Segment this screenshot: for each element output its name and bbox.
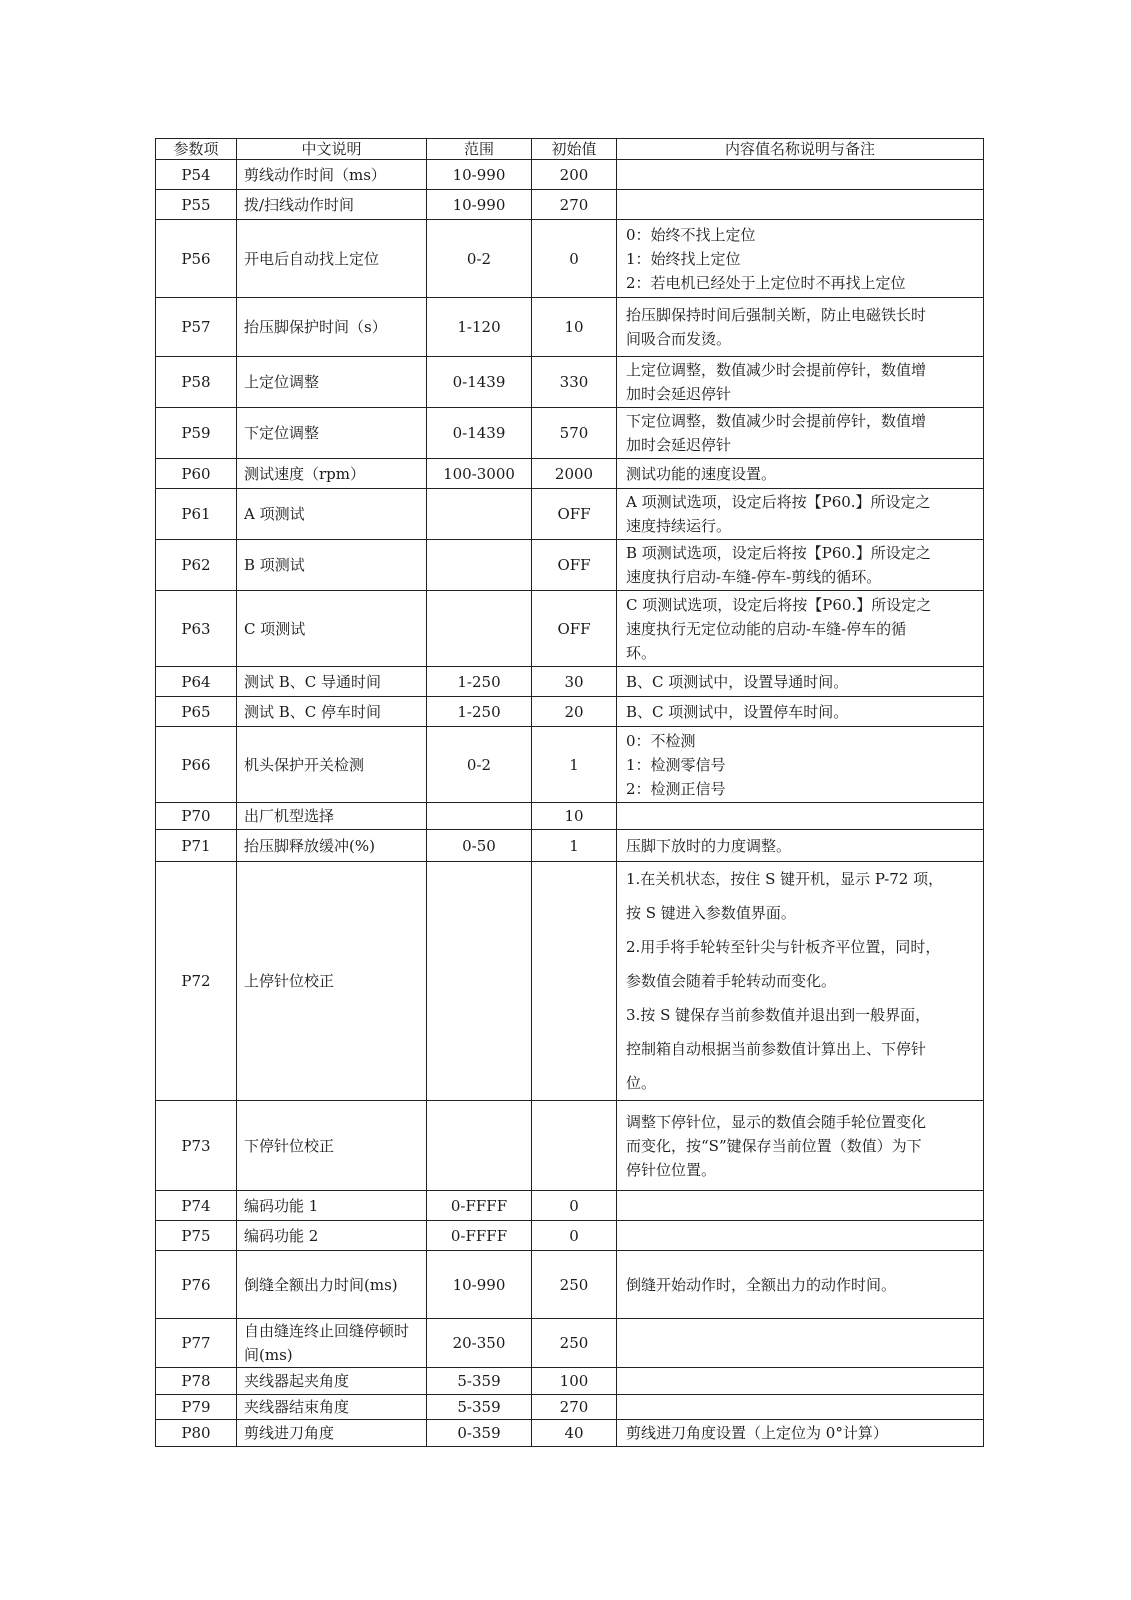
- note-line: 剪线进刀角度设置（上定位为 0°计算）: [626, 1424, 888, 1442]
- param-note-cell: [617, 591, 984, 667]
- note-line: B、C 项测试中，设置导通时间。: [626, 672, 849, 691]
- param-note-cell: [617, 1395, 984, 1420]
- table-row: [156, 459, 984, 489]
- param-default-cell: 2000: [532, 459, 617, 489]
- param-id-cell: P66: [156, 727, 237, 803]
- param-default-cell: 570: [532, 408, 617, 459]
- param-name-cell: 测试速度（rpm）: [237, 459, 427, 489]
- param-name-cell: 出厂机型选择: [237, 803, 427, 830]
- note-line: 2：检测正信号: [626, 779, 726, 798]
- note-line: 1.在关机状态，按住 S 键开机，显示 P-72 项，: [626, 870, 944, 888]
- param-range-cell: 0-2: [427, 727, 532, 803]
- note-line: 0：不检测: [626, 731, 696, 750]
- param-note-cell: [617, 1319, 984, 1368]
- table-row: [156, 160, 984, 190]
- param-note-cell: [617, 160, 984, 190]
- param-default-cell: OFF: [532, 540, 617, 591]
- note-line: C 项测试选项，设定后将按【P60.】所设定之: [626, 595, 932, 614]
- param-default-cell: 1: [532, 830, 617, 862]
- param-name-cell: 剪线进刀角度: [237, 1420, 427, 1447]
- note-line: 环。: [626, 643, 657, 662]
- table-body: [156, 160, 984, 1447]
- note-line: A 项测试选项，设定后将按【P60.】所设定之: [626, 493, 931, 511]
- note-line: B 项测试选项，设定后将按【P60.】所设定之: [626, 544, 931, 562]
- param-range-cell: [427, 862, 532, 1101]
- table-row: [156, 1319, 984, 1368]
- note-line: 控制箱自动根据当前参数值计算出上、下停针: [626, 1040, 927, 1058]
- param-id-cell: P74: [156, 1191, 237, 1221]
- note-line: 参数值会随着手轮转动而变化。: [626, 972, 837, 990]
- param-note-cell: [617, 357, 984, 408]
- param-id-cell: P62: [156, 540, 237, 591]
- param-name-cell: 编码功能 1: [237, 1191, 427, 1221]
- param-name-cell: 夹线器结束角度: [237, 1395, 427, 1420]
- param-default-cell: 30: [532, 667, 617, 697]
- param-id-cell: P79: [156, 1395, 237, 1420]
- param-id-cell: P65: [156, 697, 237, 727]
- param-note-cell: [617, 190, 984, 220]
- param-default-cell: [532, 862, 617, 1101]
- note-line: 3.按 S 键保存当前参数值并退出到一般界面，: [626, 1006, 931, 1024]
- table-row: [156, 1395, 984, 1420]
- param-note-cell: [617, 1191, 984, 1221]
- param-range-cell: [427, 1101, 532, 1191]
- param-name-cell: 上定位调整: [237, 357, 427, 408]
- param-id-cell: P73: [156, 1101, 237, 1191]
- param-note-cell: [617, 220, 984, 298]
- note-line: 下定位调整，数值减少时会提前停针，数值增: [626, 412, 927, 430]
- param-name-cell: 拨/扫线动作时间: [237, 190, 427, 220]
- parameter-table: [155, 138, 984, 1447]
- param-id-cell: P63: [156, 591, 237, 667]
- param-default-cell: 1: [532, 727, 617, 803]
- param-note-cell: [617, 540, 984, 591]
- param-default-cell: 270: [532, 1395, 617, 1420]
- param-note-cell: [617, 1101, 984, 1191]
- param-id-cell: P78: [156, 1368, 237, 1395]
- param-name-cell: 剪线动作时间（ms）: [237, 160, 427, 190]
- note-line: 1：检测零信号: [626, 755, 726, 774]
- note-line: 加时会延迟停针: [626, 436, 732, 454]
- param-range-cell: 1-120: [427, 298, 532, 357]
- note-line: 速度执行无定位动能的启动-车缝-停车的循: [626, 619, 907, 638]
- table-row: [156, 1420, 984, 1447]
- param-note-cell: [617, 298, 984, 357]
- param-range-cell: [427, 591, 532, 667]
- note-line: 抬压脚保持时间后强制关断，防止电磁铁长时: [626, 306, 927, 324]
- param-id-cell: P71: [156, 830, 237, 862]
- param-name-cell: 自由缝连终止回缝停顿时间(ms): [237, 1319, 427, 1368]
- param-name-cell: 测试 B、C 停车时间: [237, 697, 427, 727]
- param-range-cell: 0-1439: [427, 408, 532, 459]
- param-name-cell: C 项测试: [237, 591, 427, 667]
- param-name-cell: 倒缝全额出力时间(ms): [237, 1251, 427, 1319]
- param-default-cell: 250: [532, 1251, 617, 1319]
- param-range-cell: 0-1439: [427, 357, 532, 408]
- param-default-cell: [532, 1101, 617, 1191]
- param-note-cell: [617, 727, 984, 803]
- table-row: [156, 408, 984, 459]
- note-line: 速度持续运行。: [626, 517, 732, 535]
- param-range-cell: 0-FFFF: [427, 1191, 532, 1221]
- param-name-cell: 抬压脚释放缓冲(%): [237, 830, 427, 862]
- param-name-cell: 机头保护开关检测: [237, 727, 427, 803]
- param-note-cell: [617, 862, 984, 1101]
- param-default-cell: 20: [532, 697, 617, 727]
- note-line: 位。: [626, 1074, 657, 1092]
- param-note-cell: [617, 1221, 984, 1251]
- table-row: [156, 540, 984, 591]
- note-line: 间吸合而发烫。: [626, 330, 732, 348]
- param-name-cell: 上停针位校正: [237, 862, 427, 1101]
- table-row: [156, 1221, 984, 1251]
- note-line: 调整下停针位，显示的数值会随手轮位置变化: [626, 1112, 927, 1131]
- param-range-cell: 100-3000: [427, 459, 532, 489]
- param-note-cell: [617, 697, 984, 727]
- param-name-cell: 测试 B、C 导通时间: [237, 667, 427, 697]
- note-line: 速度执行启动-车缝-停车-剪线的循环。: [626, 568, 882, 586]
- param-name-cell: 夹线器起夹角度: [237, 1368, 427, 1395]
- header-default: 初始值: [532, 139, 617, 160]
- table-row: [156, 298, 984, 357]
- param-id-cell: P57: [156, 298, 237, 357]
- note-line: 上定位调整，数值减少时会提前停针，数值增: [626, 361, 927, 379]
- header-description: 中文说明: [237, 139, 427, 160]
- param-id-cell: P64: [156, 667, 237, 697]
- param-note-cell: [617, 803, 984, 830]
- param-id-cell: P61: [156, 489, 237, 540]
- note-line: 倒缝开始动作时，全额出力的动作时间。: [626, 1275, 897, 1294]
- param-name-cell: 下定位调整: [237, 408, 427, 459]
- table-row: [156, 1191, 984, 1221]
- param-id-cell: P76: [156, 1251, 237, 1319]
- param-id-cell: P54: [156, 160, 237, 190]
- param-default-cell: 200: [532, 160, 617, 190]
- table-row: [156, 667, 984, 697]
- param-default-cell: OFF: [532, 591, 617, 667]
- param-name-cell: 开电后自动找上定位: [237, 220, 427, 298]
- table-row: [156, 862, 984, 1101]
- param-default-cell: 330: [532, 357, 617, 408]
- param-name-cell: B 项测试: [237, 540, 427, 591]
- param-default-cell: 270: [532, 190, 617, 220]
- param-id-cell: P80: [156, 1420, 237, 1447]
- param-id-cell: P75: [156, 1221, 237, 1251]
- table-row: [156, 190, 984, 220]
- parameter-document: [155, 138, 983, 1447]
- param-range-cell: 10-990: [427, 160, 532, 190]
- note-line: 2.用手将手轮转至针尖与针板齐平位置，同时，: [626, 938, 941, 956]
- param-default-cell: 0: [532, 1191, 617, 1221]
- table-header-row: [156, 139, 984, 160]
- param-range-cell: 5-359: [427, 1368, 532, 1395]
- param-range-cell: 10-990: [427, 190, 532, 220]
- param-default-cell: OFF: [532, 489, 617, 540]
- note-line: 测试功能的速度设置。: [626, 464, 777, 483]
- header-range: 范围: [427, 139, 532, 160]
- param-note-cell: [617, 408, 984, 459]
- table-row: [156, 697, 984, 727]
- param-default-cell: 10: [532, 803, 617, 830]
- param-id-cell: P60: [156, 459, 237, 489]
- note-line: 加时会延迟停针: [626, 385, 732, 403]
- param-default-cell: 100: [532, 1368, 617, 1395]
- note-line: 停针位位置。: [626, 1160, 717, 1179]
- note-line: 1：始终找上定位: [626, 249, 741, 268]
- param-id-cell: P58: [156, 357, 237, 408]
- table-row: [156, 803, 984, 830]
- param-id-cell: P55: [156, 190, 237, 220]
- param-id-cell: P59: [156, 408, 237, 459]
- param-note-cell: [617, 489, 984, 540]
- table-row: [156, 489, 984, 540]
- param-range-cell: [427, 489, 532, 540]
- param-range-cell: 0-2: [427, 220, 532, 298]
- param-range-cell: 20-350: [427, 1319, 532, 1368]
- param-note-cell: [617, 1420, 984, 1447]
- header-param-id: 参数项: [156, 139, 237, 160]
- table-row: [156, 591, 984, 667]
- param-range-cell: 5-359: [427, 1395, 532, 1420]
- table-row: [156, 357, 984, 408]
- param-default-cell: 250: [532, 1319, 617, 1368]
- param-id-cell: P72: [156, 862, 237, 1101]
- param-name-cell: 抬压脚保护时间（s）: [237, 298, 427, 357]
- param-default-cell: 10: [532, 298, 617, 357]
- param-range-cell: [427, 540, 532, 591]
- table-row: [156, 220, 984, 298]
- note-line: 0：始终不找上定位: [626, 225, 756, 244]
- param-name-cell: A 项测试: [237, 489, 427, 540]
- param-note-cell: [617, 667, 984, 697]
- param-default-cell: 0: [532, 1221, 617, 1251]
- table-row: [156, 1368, 984, 1395]
- param-note-cell: [617, 830, 984, 862]
- param-name-cell: 编码功能 2: [237, 1221, 427, 1251]
- param-id-cell: P77: [156, 1319, 237, 1368]
- param-note-cell: [617, 1368, 984, 1395]
- param-id-cell: P70: [156, 803, 237, 830]
- param-range-cell: 0-50: [427, 830, 532, 862]
- param-range-cell: 0-359: [427, 1420, 532, 1447]
- param-range-cell: 0-FFFF: [427, 1221, 532, 1251]
- header-notes: 内容值名称说明与备注: [617, 139, 984, 160]
- param-range-cell: 10-990: [427, 1251, 532, 1319]
- table-row: [156, 1101, 984, 1191]
- param-note-cell: [617, 1251, 984, 1319]
- param-range-cell: 1-250: [427, 697, 532, 727]
- note-line: 按 S 键进入参数值界面。: [626, 904, 796, 922]
- note-line: 压脚下放时的力度调整。: [626, 836, 792, 855]
- table-row: [156, 830, 984, 862]
- table-row: [156, 727, 984, 803]
- param-name-cell: 下停针位校正: [237, 1101, 427, 1191]
- param-note-cell: [617, 459, 984, 489]
- param-default-cell: 0: [532, 220, 617, 298]
- note-line: 而变化，按“S”键保存当前位置（数值）为下: [626, 1136, 922, 1155]
- param-range-cell: [427, 803, 532, 830]
- param-id-cell: P56: [156, 220, 237, 298]
- table-row: [156, 1251, 984, 1319]
- param-range-cell: 1-250: [427, 667, 532, 697]
- param-default-cell: 40: [532, 1420, 617, 1447]
- note-line: B、C 项测试中，设置停车时间。: [626, 702, 849, 721]
- note-line: 2：若电机已经处于上定位时不再找上定位: [626, 273, 906, 292]
